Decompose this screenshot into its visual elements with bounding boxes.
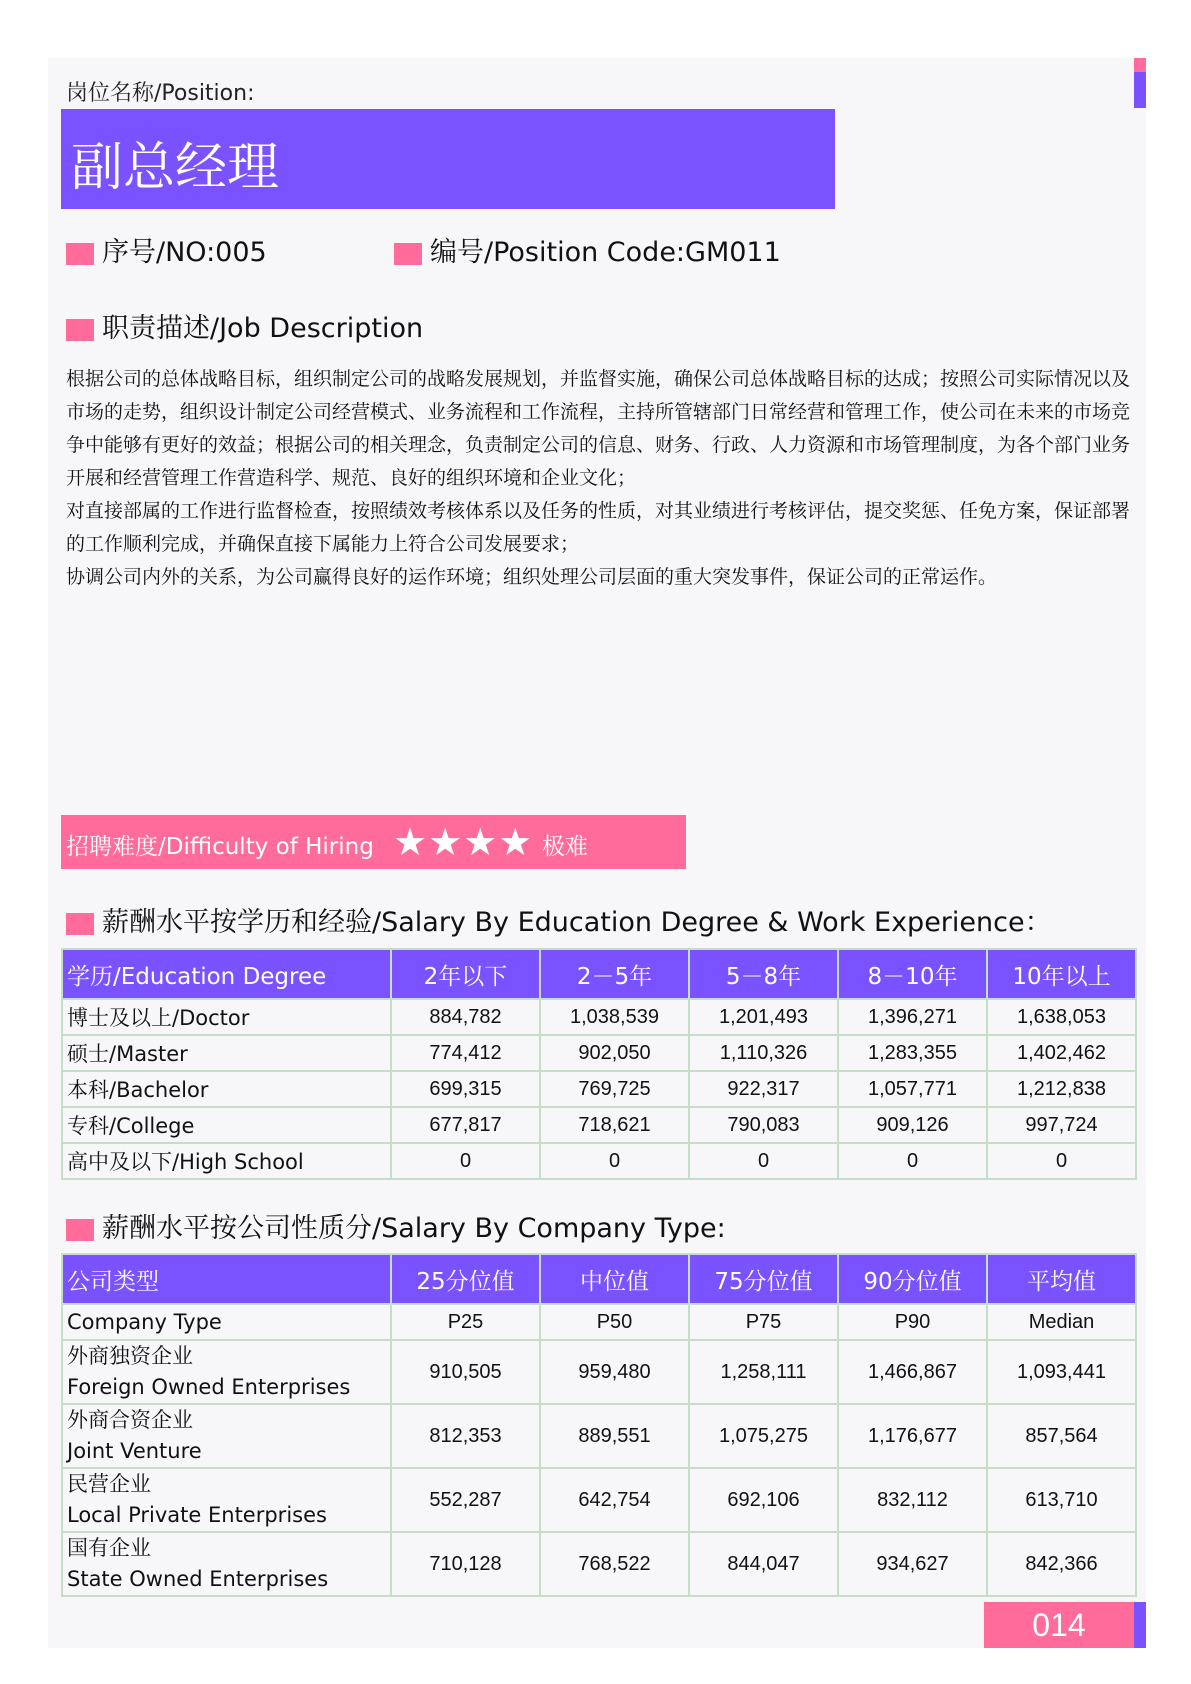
column-header: 8－10年 <box>838 949 987 999</box>
column-header: 75分位值 <box>689 1254 838 1304</box>
table-cell: 1,283,355 <box>838 1035 987 1071</box>
hiring-difficulty-level: 极难 <box>542 834 588 860</box>
row-label <box>62 1532 391 1596</box>
position-label: 岗位名称/Position: <box>66 81 255 106</box>
table-cell: 0 <box>838 1143 987 1179</box>
table-cell: 910,505 <box>391 1340 540 1404</box>
title-banner <box>61 109 835 209</box>
table-cell: 718,621 <box>540 1107 689 1143</box>
table-cell: 1,396,271 <box>838 999 987 1035</box>
table-cell: 1,402,462 <box>987 1035 1136 1071</box>
row-label: 硕士/Master <box>62 1035 391 1071</box>
company-type-en: State Owned Enterprises <box>67 1567 329 1591</box>
table-cell: 790,083 <box>689 1107 838 1143</box>
hiring-difficulty-bar <box>61 815 686 869</box>
table-cell: 692,106 <box>689 1468 838 1532</box>
company-type-en: Foreign Owned Enterprises <box>67 1375 351 1399</box>
job-description-paragraph: 根据公司的总体战略目标，组织制定公司的战略发展规划，并监督实施，确保公司总体战略目标的达成；按照公司实际情况以及市场的走势，组织设计制定公司经营模式、业务流程和工作流程，主持所管辖部门日常经营和管理工作，使公司在未来的市场竞争中能够有更好的效益；根据公司的相关理念，负责制定公司的信息、财务、行政、人力资源和市场管理制度，为各个部门业务开展和经营管理工作营造科学、规范、良好的组织环境和企业文化； <box>66 368 1131 489</box>
row-label <box>62 1404 391 1468</box>
table-row <box>62 1071 1136 1107</box>
column-header: 2年以下 <box>391 949 540 999</box>
table-cell: 832,112 <box>838 1468 987 1532</box>
table-cell: 1,176,677 <box>838 1404 987 1468</box>
table-cell: 768,522 <box>540 1532 689 1596</box>
table-row <box>62 1035 1136 1071</box>
row-label <box>62 1468 391 1532</box>
table-row <box>62 1468 1136 1532</box>
company-type-en: Local Private Enterprises <box>67 1503 327 1527</box>
table-cell: 642,754 <box>540 1468 689 1532</box>
company-type-cn: 国有企业 <box>67 1536 151 1560</box>
bullet-square-icon <box>394 243 422 265</box>
table-header-row <box>62 949 1136 999</box>
table-cell: 1,212,838 <box>987 1071 1136 1107</box>
column-header: 学历/Education Degree <box>62 949 391 999</box>
education-salary-heading: 薪酬水平按学历和经验/Salary By Education Degree & Work Experience： <box>66 900 1052 939</box>
company-salary-heading: 薪酬水平按公司性质分/Salary By Company Type: <box>66 1206 726 1245</box>
column-header: 10年以上 <box>987 949 1136 999</box>
table-cell: 909,126 <box>838 1107 987 1143</box>
star-rating-icon: ★★★★ <box>393 820 534 864</box>
bullet-square-icon <box>66 1219 94 1241</box>
table-cell: 1,638,053 <box>987 999 1136 1035</box>
column-header: 25分位值 <box>391 1254 540 1304</box>
table-cell: 889,551 <box>540 1404 689 1468</box>
table-cell: 857,564 <box>987 1404 1136 1468</box>
job-description-paragraph: 对直接部属的工作进行监督检查，按照绩效考核体系以及任务的性质，对其业绩进行考核评估，提交奖惩、任免方案，保证部署的工作顺利完成，并确保直接下属能力上符合公司发展要求； <box>66 500 1131 555</box>
table-subheader-row <box>62 1304 1136 1340</box>
page-number: 014 <box>984 1602 1134 1648</box>
table-cell: 769,725 <box>540 1071 689 1107</box>
column-header: 平均值 <box>987 1254 1136 1304</box>
column-header: 5－8年 <box>689 949 838 999</box>
table-cell: 812,353 <box>391 1404 540 1468</box>
company-type-cn: 外商独资企业 <box>67 1344 193 1368</box>
company-type-en: Joint Venture <box>67 1439 202 1463</box>
table-cell: 677,817 <box>391 1107 540 1143</box>
table-cell: 613,710 <box>987 1468 1136 1532</box>
table-row <box>62 1340 1136 1404</box>
table-row <box>62 1532 1136 1596</box>
table-cell: 710,128 <box>391 1532 540 1596</box>
column-header: 中位值 <box>540 1254 689 1304</box>
company-type-cn: 民营企业 <box>67 1472 151 1496</box>
table-cell: P75 <box>689 1304 838 1340</box>
table-row <box>62 1107 1136 1143</box>
column-header: 2－5年 <box>540 949 689 999</box>
education-salary-table <box>61 948 1137 1180</box>
page-number-accent <box>1134 1602 1146 1648</box>
table-cell: 1,201,493 <box>689 999 838 1035</box>
hiring-difficulty-label: 招聘难度/Difficulty of Hiring <box>66 834 374 860</box>
table-cell: 1,110,326 <box>689 1035 838 1071</box>
column-header: 公司类型 <box>62 1254 391 1304</box>
bullet-square-icon <box>66 243 94 265</box>
table-cell: 1,258,111 <box>689 1340 838 1404</box>
company-type-cn: 外商合资企业 <box>67 1408 193 1432</box>
table-cell: 844,047 <box>689 1532 838 1596</box>
bullet-square-icon <box>66 319 94 341</box>
table-cell: 884,782 <box>391 999 540 1035</box>
table-row <box>62 1143 1136 1179</box>
table-cell: 0 <box>987 1143 1136 1179</box>
table-cell: 1,075,275 <box>689 1404 838 1468</box>
table-header-row <box>62 1254 1136 1304</box>
row-label <box>62 1340 391 1404</box>
table-row <box>62 999 1136 1035</box>
table-cell: P50 <box>540 1304 689 1340</box>
table-cell: P25 <box>391 1304 540 1340</box>
table-cell: 0 <box>391 1143 540 1179</box>
bullet-square-icon <box>66 913 94 935</box>
table-cell: 934,627 <box>838 1532 987 1596</box>
table-cell: 1,057,771 <box>838 1071 987 1107</box>
table-cell: 842,366 <box>987 1532 1136 1596</box>
row-label: Company Type <box>62 1304 391 1340</box>
table-cell: 552,287 <box>391 1468 540 1532</box>
position-code: 编号/Position Code:GM011 <box>394 230 781 269</box>
table-cell: 997,724 <box>987 1107 1136 1143</box>
position-title: 副总经理 <box>71 138 280 198</box>
job-description-paragraph: 协调公司内外的关系，为公司赢得良好的运作环境；组织处理公司层面的重大突发事件，保证公司的正常运作。 <box>66 566 998 588</box>
row-label: 博士及以上/Doctor <box>62 999 391 1035</box>
table-cell: 0 <box>540 1143 689 1179</box>
table-cell: 922,317 <box>689 1071 838 1107</box>
column-header: 90分位值 <box>838 1254 987 1304</box>
table-cell: 774,412 <box>391 1035 540 1071</box>
table-cell: P90 <box>838 1304 987 1340</box>
table-cell: 902,050 <box>540 1035 689 1071</box>
table-cell: 1,038,539 <box>540 999 689 1035</box>
table-cell: 959,480 <box>540 1340 689 1404</box>
table-cell: Median <box>987 1304 1136 1340</box>
table-cell: 699,315 <box>391 1071 540 1107</box>
table-cell: 0 <box>689 1143 838 1179</box>
row-label: 专科/College <box>62 1107 391 1143</box>
job-description-text <box>66 363 1132 594</box>
company-salary-table <box>61 1253 1137 1597</box>
job-description-heading: 职责描述/Job Description <box>66 306 423 345</box>
row-label: 高中及以下/High School <box>62 1143 391 1179</box>
table-row <box>62 1404 1136 1468</box>
row-label: 本科/Bachelor <box>62 1071 391 1107</box>
table-cell: 1,466,867 <box>838 1340 987 1404</box>
corner-accent-bar <box>1134 58 1146 108</box>
serial-number: 序号/NO:005 <box>66 230 267 269</box>
table-cell: 1,093,441 <box>987 1340 1136 1404</box>
